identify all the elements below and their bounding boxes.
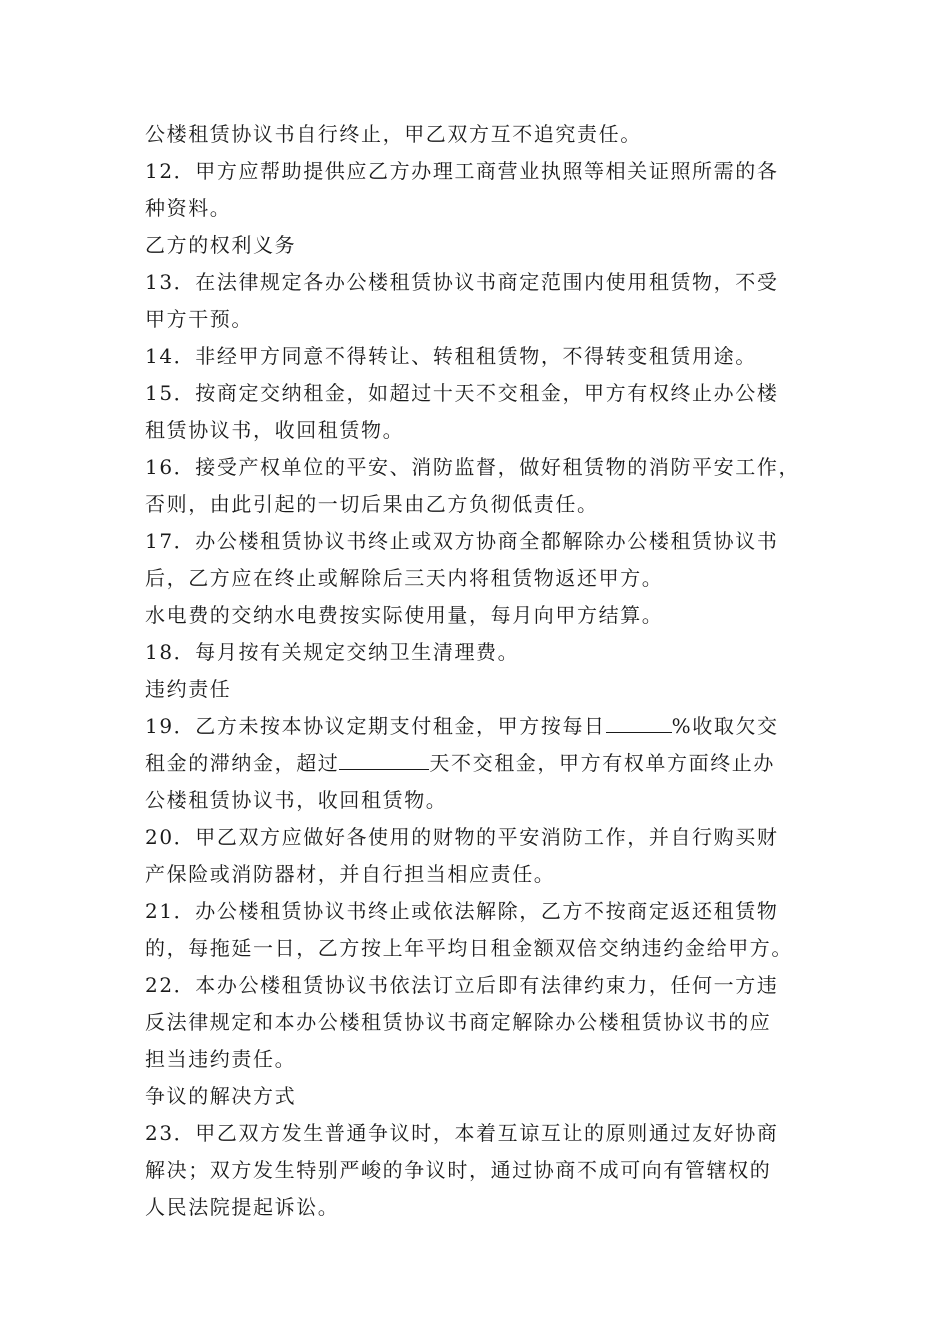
clause-17-line-1: 17．办公楼租赁协议书终止或双方协商全都解除办公楼租赁协议书 [145, 529, 779, 553]
document-body [145, 116, 815, 1226]
clause-19-text-a: 19．乙方未按本协议定期支付租金，甲方按每日 [145, 714, 606, 738]
clause-13-line-2: 甲方干预。 [145, 307, 253, 331]
clause-22-line-2: 反法律规定和本办公楼租赁协议书商定解除办公楼租赁协议书的应 [145, 1010, 772, 1034]
clause-19-line-2 [145, 745, 815, 782]
section-heading-disputes: 争议的解决方式 [145, 1084, 297, 1108]
clause-21-line-2: 的，每拖延一日，乙方按上年平均日租金额双倍交纳违约金给甲方。 [145, 936, 793, 960]
clause-23-line-2: 解决；双方发生特别严峻的争议时，通过协商不成可向有管辖权的 [145, 1158, 772, 1182]
text-line: 公楼租赁协议书自行终止，甲乙双方互不追究责任。 [145, 122, 642, 146]
clause-23-line-3: 人民法院提起诉讼。 [145, 1195, 340, 1219]
clause-23-line-1: 23．甲乙双方发生普通争议时，本着互谅互让的原则通过友好协商 [145, 1121, 779, 1145]
utilities-line: 水电费的交纳水电费按实际使用量，每月向甲方结算。 [145, 603, 664, 627]
clause-19-text-c: 租金的滞纳金，超过 [145, 751, 340, 775]
clause-19-text-b: %收取欠交 [671, 714, 779, 738]
section-heading-breach: 违约责任 [145, 677, 232, 701]
clause-12-line-1: 12．甲方应帮助提供应乙方办理工商营业执照等相关证照所需的各 [145, 159, 779, 183]
clause-21-line-1: 21．办公楼租赁协议书终止或依法解除，乙方不按商定返还租赁物 [145, 899, 779, 923]
clause-19-line-3: 公楼租赁协议书，收回租赁物。 [145, 788, 448, 812]
clause-15-line-1: 15．按商定交纳租金，如超过十天不交租金，甲方有权终止办公楼 [145, 381, 779, 405]
clause-14-line-1: 14．非经甲方同意不得转让、转租租赁物，不得转变租赁用途。 [145, 344, 757, 368]
clause-22-line-3: 担当违约责任。 [145, 1047, 297, 1071]
clause-13-line-1: 13．在法律规定各办公楼租赁协议书商定范围内使用租赁物，不受 [145, 270, 779, 294]
clause-15-line-2: 租赁协议书，收回租赁物。 [145, 418, 405, 442]
clause-17-line-2: 后，乙方应在终止或解除后三天内将租赁物返还甲方。 [145, 566, 664, 590]
fill-in-blank-days[interactable] [339, 747, 429, 770]
clause-19-text-d: 天不交租金，甲方有权单方面终止办 [429, 751, 776, 775]
clause-18-line-1: 18．每月按有关规定交纳卫生清理费。 [145, 640, 520, 664]
fill-in-blank-percent[interactable] [606, 710, 672, 733]
clause-16-line-2: 否则，由此引起的一切后果由乙方负彻低责任。 [145, 492, 599, 516]
clause-12-line-2: 种资料。 [145, 196, 232, 220]
clause-19-line-1 [145, 708, 815, 745]
clause-22-line-1: 22．本办公楼租赁协议书依法订立后即有法律约束力，任何一方违 [145, 973, 779, 997]
clause-20-line-2: 产保险或消防器材，并自行担当相应责任。 [145, 862, 556, 886]
clause-16-line-1: 16．接受产权单位的平安、消防监督，做好租赁物的消防平安工作， [145, 455, 801, 479]
section-heading-party-b-rights: 乙方的权利义务 [145, 233, 297, 257]
clause-20-line-1: 20．甲乙双方应做好各使用的财物的平安消防工作，并自行购买财 [145, 825, 779, 849]
